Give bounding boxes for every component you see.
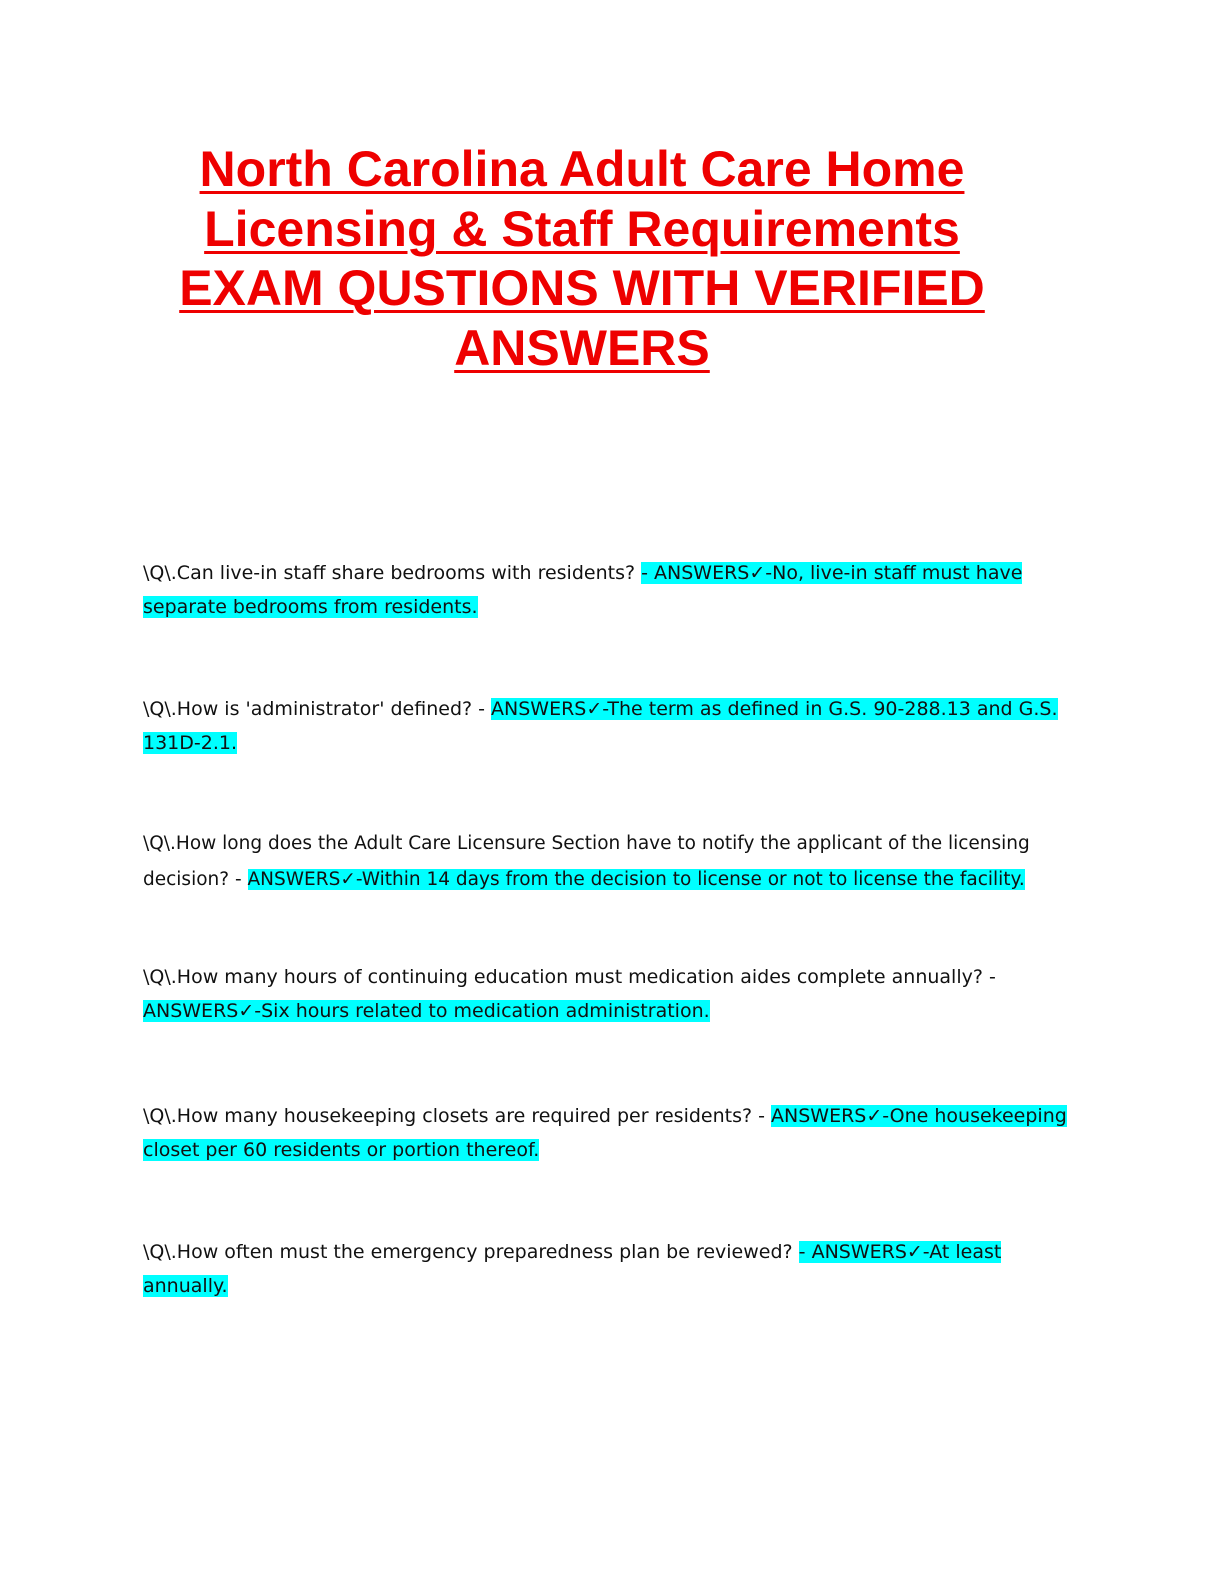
question-text: \Q\.How many housekeeping closets are required per residents? - bbox=[143, 1105, 772, 1127]
qa-item bbox=[143, 1235, 1078, 1303]
qa-item bbox=[143, 826, 1088, 898]
title-line-2: Licensing & Staff Requirements bbox=[204, 200, 960, 257]
answer-text: ANSWERS✓-Six hours related to medication administration. bbox=[143, 1000, 710, 1022]
question-text: \Q\.How is 'administrator' defined? - bbox=[143, 698, 492, 720]
qa-item bbox=[143, 692, 1078, 760]
answer-text: ANSWERS✓-One housekeeping closet per 60 residents or portion thereof. bbox=[143, 1105, 1067, 1161]
answer-text: - ANSWERS✓-At least annually. bbox=[143, 1241, 1002, 1297]
title-line-3: EXAM QUSTIONS WITH VERIFIED bbox=[179, 260, 985, 316]
question-text: \Q\.How long does the Adult Care Licensure Section have to notify the applicant of the licensing decision? - bbox=[143, 833, 1030, 890]
qa-item bbox=[143, 556, 1078, 624]
qa-item bbox=[143, 1099, 1078, 1167]
question-text: \Q\.How often must the emergency preparedness plan be reviewed? bbox=[143, 1241, 799, 1263]
document-title bbox=[130, 140, 1034, 378]
answer-text: ANSWERS✓-Within 14 days from the decision to license or not to license the facility. bbox=[247, 869, 1025, 890]
title-line-4: ANSWERS bbox=[454, 319, 710, 376]
answer-text: ANSWERS✓-The term as defined in G.S. 90-288.13 and G.S. 131D-2.1. bbox=[143, 698, 1058, 754]
question-text: \Q\.How many hours of continuing education must medication aides complete annually? - bbox=[143, 966, 996, 988]
answer-text: - ANSWERS✓-No, live-in staff must have separate bedrooms from residents. bbox=[143, 562, 1023, 618]
question-text: \Q\.Can live-in staff share bedrooms with residents? bbox=[143, 562, 642, 584]
qa-item bbox=[143, 960, 1078, 1028]
title-line-1: North Carolina Adult Care Home bbox=[199, 141, 965, 197]
